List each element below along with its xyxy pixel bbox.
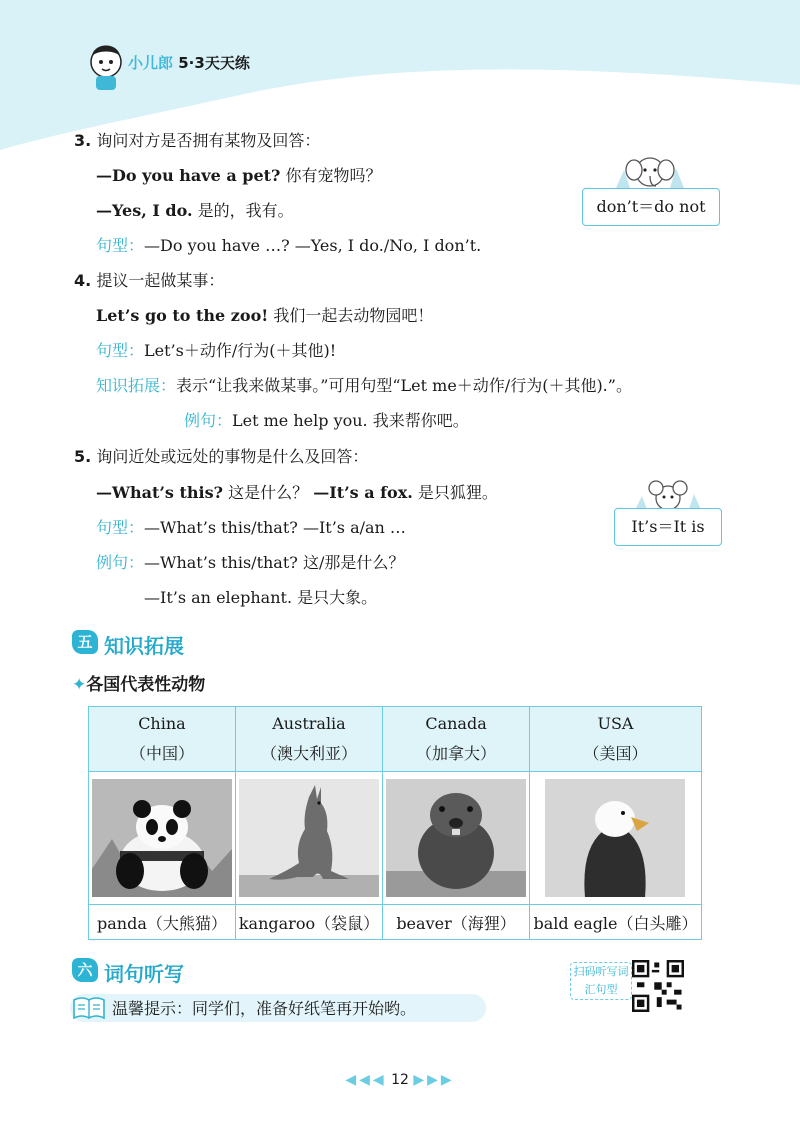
item3-q-en: —Do you have a pet?: [96, 166, 281, 185]
country-cell: [383, 707, 530, 772]
country-cell: [89, 707, 236, 772]
tip-text: 温馨提示：同学们，准备好纸笔再开始哟。: [112, 999, 417, 1018]
page-number: [0, 1072, 800, 1088]
item4-pattern: [96, 338, 336, 361]
item3-title: 询问对方是否拥有某物及回答：: [96, 131, 321, 150]
beaver-photo: [386, 779, 526, 897]
item4-pattern-label: 句型：: [96, 341, 145, 360]
brand-prefix: 小儿郎: [128, 54, 174, 72]
note-dont: don’t＝do not: [582, 188, 720, 226]
right-arrows-icon: ▶▶▶: [413, 1072, 455, 1088]
item4-sample-text: Let me help you. 我来帮你吧。: [232, 411, 469, 430]
mouse-icon: [630, 476, 706, 512]
country-en: Canada: [425, 714, 487, 733]
country-en: Australia: [272, 714, 346, 733]
country-zh: （澳大利亚）: [260, 744, 357, 763]
item3-number: 3.: [74, 131, 92, 150]
item5-sample-q-text: —What’s this/that? 这/那是什么？: [144, 553, 405, 572]
animal-name: kangaroo（袋鼠）: [235, 905, 382, 940]
item5-sample-q: [96, 550, 404, 573]
item4-sample: [184, 408, 469, 431]
item5-heading: [74, 444, 368, 467]
photo-cell: [235, 772, 382, 905]
item3-q-zh: 你有宠物吗？: [285, 166, 382, 185]
country-en: China: [138, 714, 186, 733]
animal-name: beaver（海狸）: [383, 905, 530, 940]
item4-ex-zh: 我们一起去动物园吧！: [273, 306, 434, 325]
item5-title: 询问近处或远处的事物是什么及回答：: [96, 447, 369, 466]
panda-photo: [92, 779, 232, 897]
brand-title: [128, 52, 250, 73]
item5-pattern: [96, 515, 406, 538]
section6-badge: 六: [72, 958, 98, 982]
photo-cell: [529, 772, 701, 905]
photo-cell: [383, 772, 530, 905]
animal-name: panda（大熊猫）: [89, 905, 236, 940]
item5-q-en: —What’s this?: [96, 483, 223, 502]
bald-eagle-photo: [545, 779, 685, 897]
country-en: USA: [597, 714, 634, 733]
photo-cell: [89, 772, 236, 905]
left-arrows-icon: ◀◀◀: [345, 1072, 387, 1088]
item3-question: [96, 163, 382, 186]
elephant-icon: [610, 150, 690, 190]
item3-heading: [74, 128, 320, 151]
section5-subtitle-text: 各国代表性动物: [86, 675, 206, 695]
table-header-row: [89, 707, 702, 772]
item3-answer: [96, 198, 294, 221]
star-bullet-icon: ✦: [72, 675, 87, 695]
item4-ext-text: 表示“让我来做某事。”可用句型“Let me＋动作/行为(＋其他).”。: [176, 376, 632, 395]
item4-heading: [74, 268, 224, 291]
animal-name: bald eagle（白头雕）: [529, 905, 701, 940]
qr-label: 扫码听写词汇句型: [570, 962, 632, 1000]
page-number-value: 12: [391, 1072, 409, 1088]
item4-ex-en: Let’s go to the zoo!: [96, 306, 269, 325]
country-cell: [529, 707, 701, 772]
item5-number: 5.: [74, 447, 92, 466]
brand-suffix: 5·3天天练: [178, 54, 250, 72]
country-zh: （美国）: [583, 744, 648, 763]
item5-q-zh: 这是什么？: [228, 483, 309, 502]
country-zh: （加拿大）: [416, 744, 497, 763]
country-zh: （中国）: [129, 744, 194, 763]
item5-a-zh: 是只狐狸。: [417, 483, 498, 502]
item5-pattern-text: —What’s this/that? —It’s a/an …: [144, 518, 406, 537]
item4-extension: [96, 373, 632, 396]
item4-sample-label: 例句：: [184, 411, 233, 430]
section5-title: 知识拓展: [104, 634, 184, 658]
item3-pattern: [96, 233, 481, 256]
item5-a-en: —It’s a fox.: [313, 483, 413, 502]
item3-pattern-text: —Do you have …? —Yes, I do./No, I don’t.: [144, 236, 482, 255]
item4-title: 提议一起做某事：: [96, 271, 225, 290]
qr-code-icon[interactable]: [632, 960, 684, 1012]
note-its: It’s＝It is: [614, 508, 722, 546]
section5-badge: 五: [72, 630, 98, 654]
item5-sample-label: 例句：: [96, 553, 145, 572]
mascot-boy-icon: [84, 40, 128, 92]
item5-sample-a: —It’s an elephant. 是只大象。: [144, 588, 378, 607]
country-cell: [235, 707, 382, 772]
item3-a-zh: 是的，我有。: [197, 201, 294, 220]
kangaroo-photo: [239, 779, 379, 897]
table-photo-row: [89, 772, 702, 905]
item3-a-en: —Yes, I do.: [96, 201, 193, 220]
item4-example: [96, 303, 433, 326]
item5-pattern-label: 句型：: [96, 518, 145, 537]
book-icon: [72, 996, 106, 1020]
item4-pattern-text: Let’s＋动作/行为(＋其他)!: [144, 341, 337, 360]
item4-ext-label: 知识拓展：: [96, 376, 177, 395]
item5-dialogue: [96, 480, 498, 503]
section6-title: 词句听写: [104, 962, 184, 986]
item3-pattern-label: 句型：: [96, 236, 145, 255]
item4-number: 4.: [74, 271, 92, 290]
table-caption-row: [89, 905, 702, 940]
section5-subtitle: [72, 670, 205, 695]
animals-table: [88, 706, 702, 940]
